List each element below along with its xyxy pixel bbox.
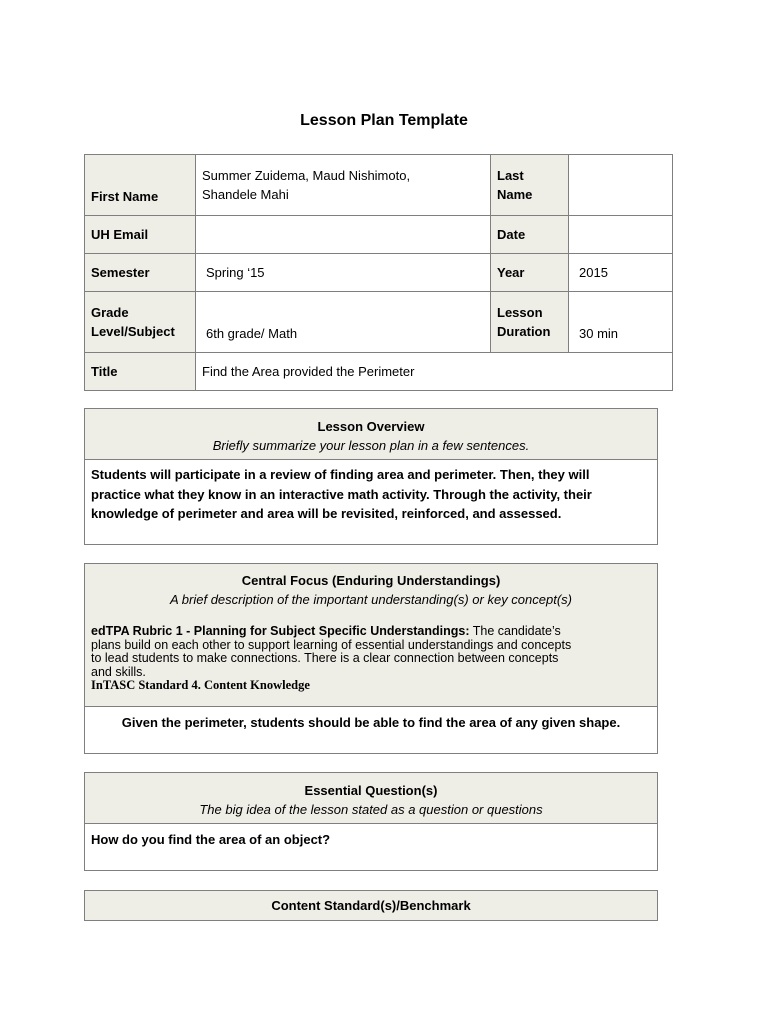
rubric-title: edTPA Rubric 1 - Planning for Subject Specific Understandings:: [91, 624, 470, 638]
table-row: [85, 292, 673, 353]
duration-label-line-2: Duration: [497, 324, 551, 339]
central-focus-heading: Central Focus (Enduring Understandings): [241, 573, 501, 588]
title-label: Title: [85, 353, 196, 391]
page-title: Lesson Plan Template: [300, 112, 468, 129]
rubric-line-3: to lead students to make connections. There is a clear connection between concepts: [91, 651, 559, 665]
overview-line-3: knowledge of perimeter and area will be revisited, reinforced, and assessed.: [91, 506, 562, 521]
semester-value[interactable]: Spring ‘15: [196, 254, 491, 292]
year-label: Year: [491, 254, 569, 292]
lesson-overview-section: [84, 408, 658, 545]
date-value[interactable]: [569, 216, 673, 254]
email-label: UH Email: [85, 216, 196, 254]
table-row: [85, 155, 673, 216]
date-label: Date: [491, 216, 569, 254]
lesson-overview-heading: Lesson Overview: [317, 419, 425, 434]
intasc-standard: InTASC Standard 4. Content Knowledge: [91, 678, 310, 692]
last-name-label-line-2: Name: [497, 187, 533, 202]
content-standard-section: [84, 890, 658, 921]
grade-subject-label: [85, 292, 196, 353]
central-focus-header: [85, 564, 657, 706]
semester-label: Semester: [85, 254, 196, 292]
first-name-label: First Name: [85, 155, 196, 216]
lesson-info-table: [84, 154, 673, 391]
rubric-line-1: The candidate’s: [469, 624, 561, 638]
lesson-duration-label: [491, 292, 569, 353]
last-name-value[interactable]: [569, 155, 673, 216]
table-row: [85, 254, 673, 292]
lesson-overview-header: [85, 409, 657, 459]
duration-label-line-1: Lesson: [497, 305, 543, 320]
central-focus-section: [84, 563, 658, 754]
first-name-line-2: Shandele Mahi: [202, 187, 289, 202]
table-row: [85, 353, 673, 391]
grade-label-line-2: Level/Subject: [91, 324, 175, 339]
rubric-line-2: plans build on each other to support learning of essential understandings and concepts: [91, 637, 572, 652]
central-focus-subheading: A brief description of the important understanding(s) or key concept(s): [170, 592, 572, 607]
essential-question-header: [85, 773, 657, 823]
essential-question-section: [84, 772, 658, 871]
essential-question-subheading: The big idea of the lesson stated as a question or questions: [199, 802, 543, 817]
content-standard-heading: Content Standard(s)/Benchmark: [271, 898, 471, 913]
rubric-line-4: and skills.: [91, 664, 146, 679]
grade-label-line-1: Grade: [91, 305, 129, 320]
overview-line-2: practice what they know in an interactive math activity. Through the activity, their: [91, 486, 592, 502]
email-value[interactable]: [196, 216, 491, 254]
grade-subject-value[interactable]: 6th grade/ Math: [196, 292, 491, 353]
content-standard-header: [85, 891, 657, 920]
essential-question-heading: Essential Question(s): [304, 783, 438, 798]
title-value[interactable]: Find the Area provided the Perimeter: [196, 353, 673, 391]
table-row: [85, 216, 673, 254]
lesson-duration-value[interactable]: 30 min: [569, 292, 673, 353]
year-value[interactable]: 2015: [569, 254, 673, 292]
edtpa-rubric-text: [85, 609, 657, 693]
central-focus-body[interactable]: Given the perimeter, students should be able to find the area of any given shape.: [85, 706, 657, 753]
lesson-overview-subheading: Briefly summarize your lesson plan in a few sentences.: [212, 438, 530, 453]
first-name-line-1: Summer Zuidema, Maud Nishimoto,: [202, 168, 411, 183]
last-name-label-line-1: Last: [497, 168, 524, 183]
last-name-label: [491, 155, 569, 216]
essential-question-body[interactable]: How do you find the area of an object?: [85, 823, 657, 870]
first-name-value[interactable]: [196, 155, 491, 216]
lesson-overview-body[interactable]: [85, 459, 657, 544]
overview-line-1: Students will participate in a review of finding area and perimeter. Then, they will: [91, 467, 590, 482]
